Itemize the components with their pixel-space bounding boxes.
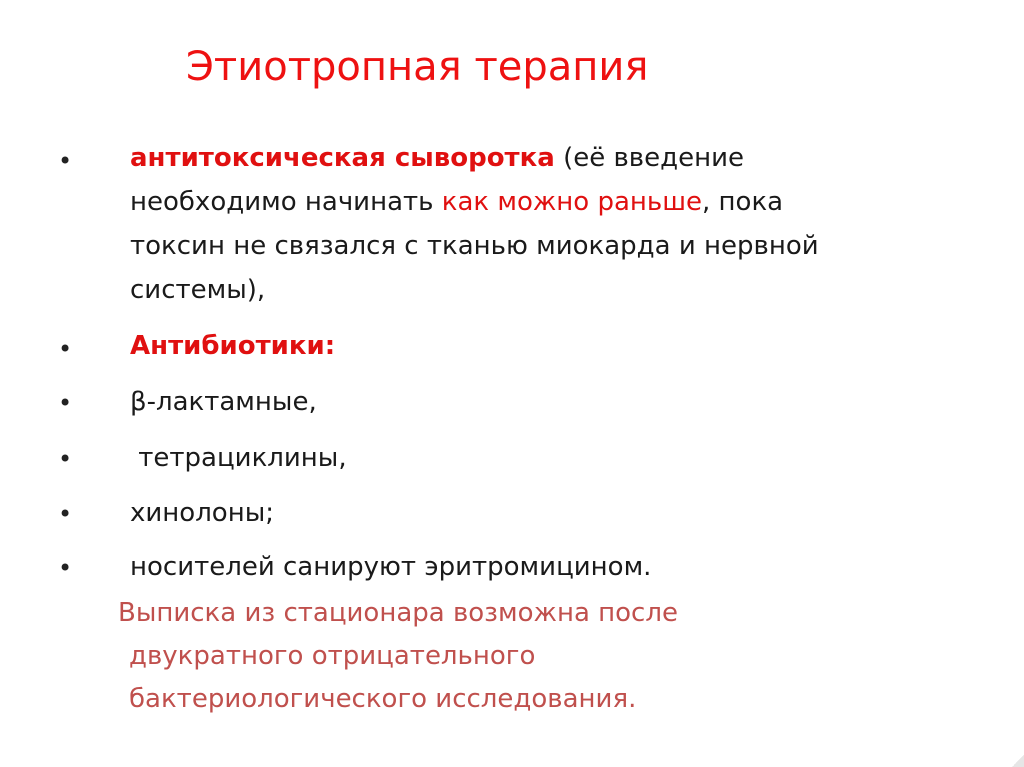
- item-line: [130, 136, 990, 180]
- list-item-tetracyclines: тетрациклины,: [130, 443, 347, 473]
- list-item-quinolones: хинолоны;: [130, 498, 275, 528]
- discharge-note: [118, 592, 838, 721]
- list-item-beta-lactams: β-лактамные,: [130, 387, 317, 417]
- note-line: двукратного отрицательного: [129, 641, 536, 671]
- list-item-carriers: носителей санируют эритромицином.: [130, 552, 652, 582]
- note-line: бактериологического исследования.: [129, 684, 637, 714]
- item-line: системы),: [130, 275, 266, 305]
- list-item-serum: [130, 136, 990, 312]
- slide-title: Этиотропная терапия: [186, 44, 649, 90]
- item-line: токсин не связался с тканью миокарда и нервной: [130, 231, 819, 261]
- bullet-icon: •: [58, 389, 73, 417]
- serum-heading: антитоксическая сыворотка: [130, 143, 555, 173]
- item-text: , пока: [702, 187, 784, 217]
- highlight-text: как можно раньше: [441, 187, 703, 217]
- bullet-icon: •: [58, 147, 73, 175]
- item-text: (её введение: [554, 143, 744, 173]
- note-line: Выписка из стационара возможна после: [118, 598, 678, 628]
- bullet-icon: •: [58, 500, 73, 528]
- item-line: [130, 180, 990, 224]
- page-curl-corner: [1012, 755, 1024, 767]
- list-item-antibiotics: Антибиотики:: [130, 331, 336, 361]
- bullet-icon: •: [58, 554, 73, 582]
- item-text: необходимо начинать: [130, 187, 442, 217]
- bullet-icon: •: [58, 445, 73, 473]
- bullet-icon: •: [58, 335, 73, 363]
